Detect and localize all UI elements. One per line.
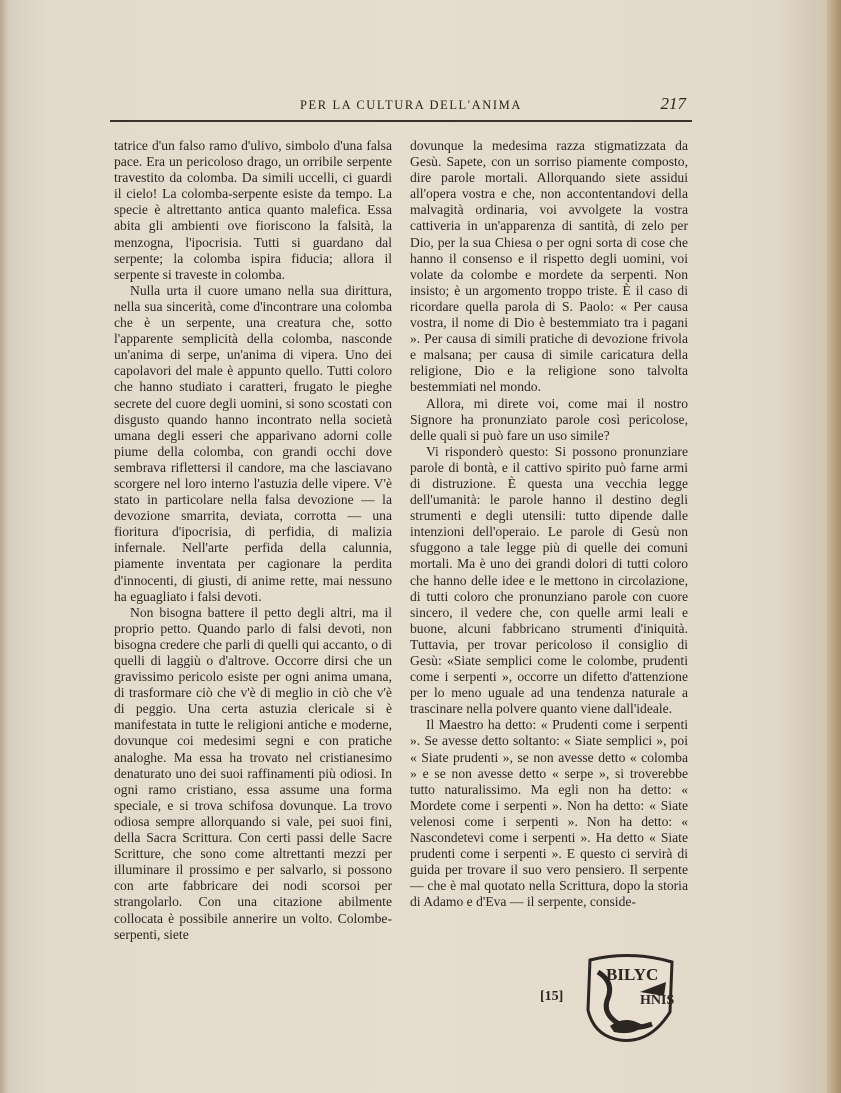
paragraph: Allora, mi direte voi, come mai il nostro Signore ha pronunziato parole così pericolose, delle quali si può fare un uso simile?: [410, 395, 688, 443]
paragraph: tatrice d'un falso ramo d'ulivo, simbolo d'una falsa pace. Era un pericoloso drago, un orribile serpente travestito da colomba. Da simili uccelli, ci guardi il cielo! La colomba-serpente esiste da tempo. La specie è altrettanto antica quanto malefica. Essa abita gli ambienti ove fioriscono la falsità, la menzogna, l'ipocrisia. Tutti si guardano dal serpente; la colomba ispira fiducia; allora il serpente si traveste in colomba.: [114, 138, 392, 282]
page-left-edge: [0, 0, 8, 1093]
paragraph: Vi risponderò questo: Si possono pronunziare parole di bontà, e il cattivo spirito può farne armi di distruzione. È questa una vecchia legge dell'umanità: le parole hanno il destino degli strumenti e degli utensili: tutto dipende dalle intenzioni dell'operaio. Le parole di Gesù non sfuggono a tale legge più di quelle dei comuni mortali. Ma è uno dei grandi dolori di tutti coloro che hanno delle idee e le mettono in circolazione, di tutti coloro che pronunziano parole con cuore sincero, il vedere che, con quelle armi leali e buone, alcuni fabbricano strumenti d'iniquità. Tuttavia, per trovar pericoloso il consiglio di Gesù: «Siate semplici come le colombe, prudenti come i serpenti », occorre un difetto d'attenzione per lo meno uguale ad una tendenza naturale a trascinare nella polvere quanto viene dall'ideale.: [410, 443, 688, 717]
paragraph: Nulla urta il cuore umano nella sua dirittura, nella sua sincerità, come d'incontrare una colomba che è un serpente, una creatura che, sotto l'apparente semplicità della colomba, nasconde un'anima di serpe, un'anima di vipera. Uno dei capolavori del male è appunto quello. Tutti coloro che hanno studiato i caratteri, frugato le pieghe secrete del cuore degli uomini, si sono scostati con disgusto quando hanno incontrato nella società umana degli esseri che apparivano adorni colle piume della colomba, con grandi occhi dove sembrava riflettersi il candore, ma che lasciavano scorgere nel loro interno l'astuzia delle vipere. V'è stato in particolare nella falsa devozione — la devozione smarrita, deviata, corrotta — una fioritura d'ipocrisia, di perfidia, di malizia infernale. Nell'arte perfida della calunnia, piamente inventata per cagionare la perdita d'innocenti, di giusti, di anime rette, mai nessuno ha eguagliato i falsi devoti.: [114, 282, 392, 604]
paragraph: Il Maestro ha detto: « Prudenti come i serpenti ». Se avesse detto soltanto: « Siate semplici », poi « Siate prudenti », se non avesse detto « colomba » e se non avesse detto « serpe », si troverebbe tutto naturalissimo. Ma egli non ha detto: « Mordete come i serpenti ». Non ha detto: « Siate velenosi come i serpenti ». Non ha detto: « Nascondetevi come i serpenti ». Ha detto « Siate prudenti come i serpenti ». E questo ci servirà di guida per trovare il suo vero pensiero. Il serpente — che è mal quotato nella Scrittura, dopo la storia di Adamo e d'Eva — il serpente, conside-: [410, 717, 688, 910]
page-number: 217: [660, 94, 686, 113]
paragraph: Non bisogna battere il petto degli altri, ma il proprio petto. Quando parlo di falsi devoti, non bisogna credere che parli di quelli qui accanto, o di quelli di laggiù o d'altrove. Occorre dirsi che un gravissimo pericolo esiste per ogni anima umana, di trasformare ciò che v'è di meglio in ciò che v'è di peggio. Una certa astuzia clericale si è manifestata in tutte le religioni antiche e moderne, dovunque coi medesimi segni e con pratiche analoghe. Ma essa ha trovato nel cristianesimo denaturato uno dei suoi raffinamenti più odiosi. In ogni ramo cristiano, essa assume una forma speciale, e si trova schifosa dovunque. La trovo odiosa sempre allorquando si vale, pei suoi fini, della Sacra Scrittura. Con certi passi delle Sacre Scritture, che sono come altrettanti mezzi per illuminare il prossimo e per salvarlo, si possono con arte fabbricare dei nodi scorsoi per strangolarlo. Con una citazione abilmente collocata è possibile annerire un volto. Colombe-serpenti, siete: [114, 604, 392, 942]
svg-text:HNIS: HNIS: [640, 993, 675, 1008]
right-column: [410, 138, 688, 911]
running-title: PER LA CULTURA DELL'ANIMA: [300, 98, 523, 112]
page-right-edge: [827, 0, 841, 1093]
svg-text:BILYC: BILYC: [606, 965, 659, 984]
header-rule: [110, 120, 692, 122]
publisher-mark-icon: [580, 952, 682, 1044]
folio-number: [15]: [540, 989, 564, 1004]
left-column: [114, 138, 392, 943]
paragraph: dovunque la medesima razza stigmatizzata da Gesù. Sapete, con un sorriso piamente composto, dire parole mortali. Allorquando siete assidui all'opera vostra e che, non accontentandovi della malvagità ordinaria, voi avvolgete la vostra cattiveria in un'apparenza di santità, di zelo per Dio, per la sua Chiesa o per ogni sorta di cose che hanno il consenso e il rispetto degli uomini, voi volate da colombe e mordete da serpenti. Non insisto; è un argomento troppo triste. È il caso di ricordare quella parola di S. Paolo: « Per causa vostra, il nome di Dio è bestemmiato tra i pagani ». Per causa di simili pratiche di devozione frivola e malsana; per causa di simile caricatura della religione, Dio e la religione sono talvolta bestemmiati nel mondo.: [410, 138, 688, 395]
page-header: [110, 96, 690, 118]
